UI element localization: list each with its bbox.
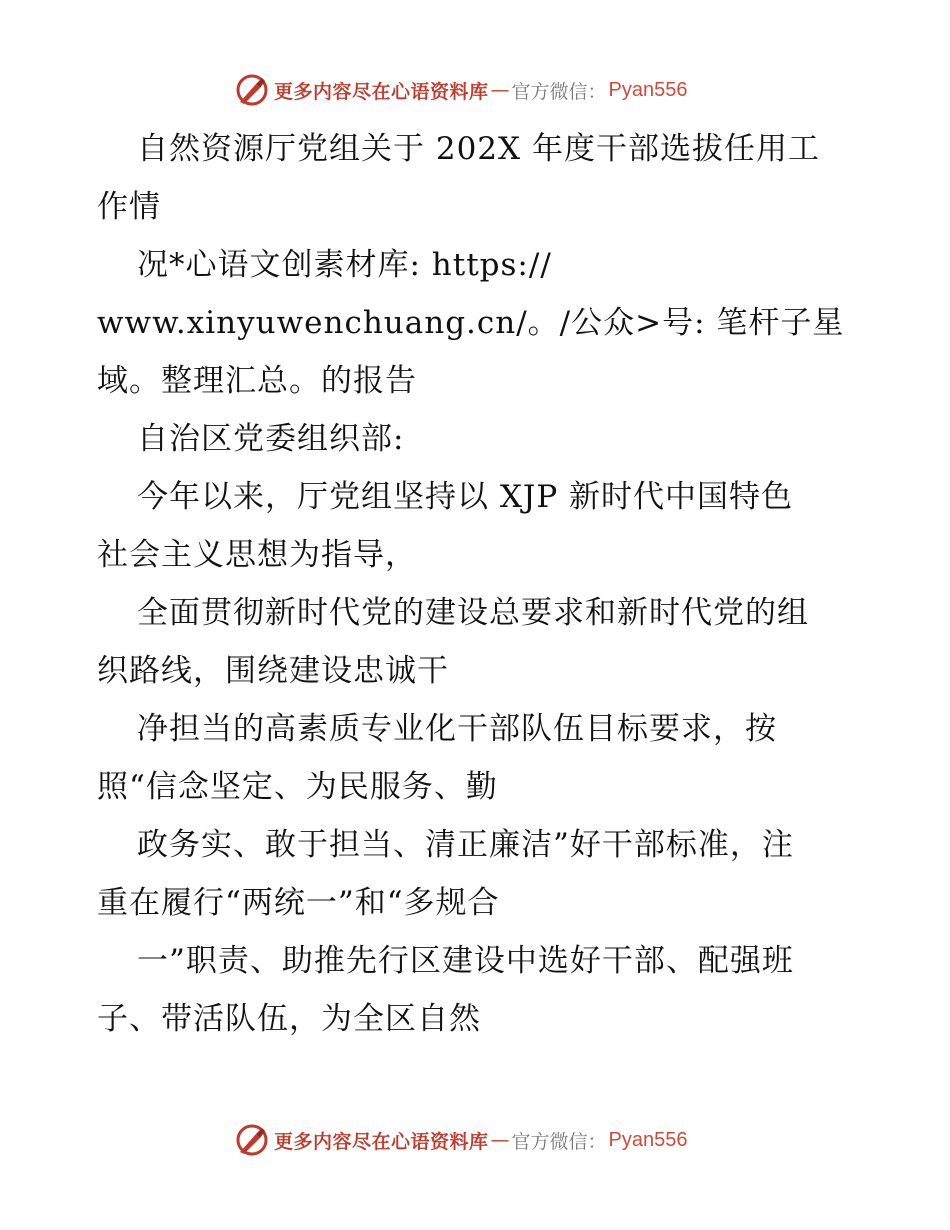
banner-separator: — xyxy=(490,1129,510,1151)
text-line: www.xinyuwenchuang.cn/。/公众>号: 笔杆子星 xyxy=(97,305,845,341)
text-line: 重在履行“两统一”和“多规合 xyxy=(97,885,500,921)
text-line: 作情 xyxy=(97,189,161,225)
text-line: 自然资源厅党组关于 202X 年度干部选拔任用工 xyxy=(137,131,820,167)
text-line: 况*心语文创素材库: https:// xyxy=(137,247,552,283)
banner-wechat-id: Pyan556 xyxy=(608,1128,688,1151)
document-body xyxy=(97,120,857,1048)
banner-title: 更多内容尽在心语资料库 xyxy=(274,80,489,103)
banner-label: 官方微信： xyxy=(511,80,607,103)
banner-separator: — xyxy=(490,79,510,101)
banner-wechat-id: Pyan556 xyxy=(608,78,688,101)
text-line: 域。整理汇总。的报告 xyxy=(97,363,417,399)
pen-logo-icon xyxy=(234,1122,270,1158)
header-banner xyxy=(234,70,688,110)
text-line: 一”职责、助推先行区建设中选好干部、配强班 xyxy=(137,943,794,979)
text-line: 全面贯彻新时代党的建设总要求和新时代党的组 xyxy=(137,595,809,631)
text-line: 政务实、敢于担当、清正廉洁”好干部标准，注 xyxy=(137,827,794,863)
pen-logo-icon xyxy=(234,72,270,108)
text-line: 社会主义思想为指导， xyxy=(97,537,417,573)
text-line: 照“信念坚定、为民服务、勤 xyxy=(97,769,498,805)
text-line: 今年以来，厅党组坚持以 XJP 新时代中国特色 xyxy=(137,479,794,515)
text-line: 净担当的高素质专业化干部队伍目标要求，按 xyxy=(137,711,777,747)
banner-title: 更多内容尽在心语资料库 xyxy=(274,1130,489,1153)
banner-label: 官方微信： xyxy=(511,1130,607,1153)
text-line: 自治区党委组织部: xyxy=(137,421,405,457)
text-line: 织路线，围绕建设忠诚干 xyxy=(97,653,449,689)
footer-banner xyxy=(234,1120,688,1160)
text-line: 子、带活队伍，为全区自然 xyxy=(97,1001,481,1037)
